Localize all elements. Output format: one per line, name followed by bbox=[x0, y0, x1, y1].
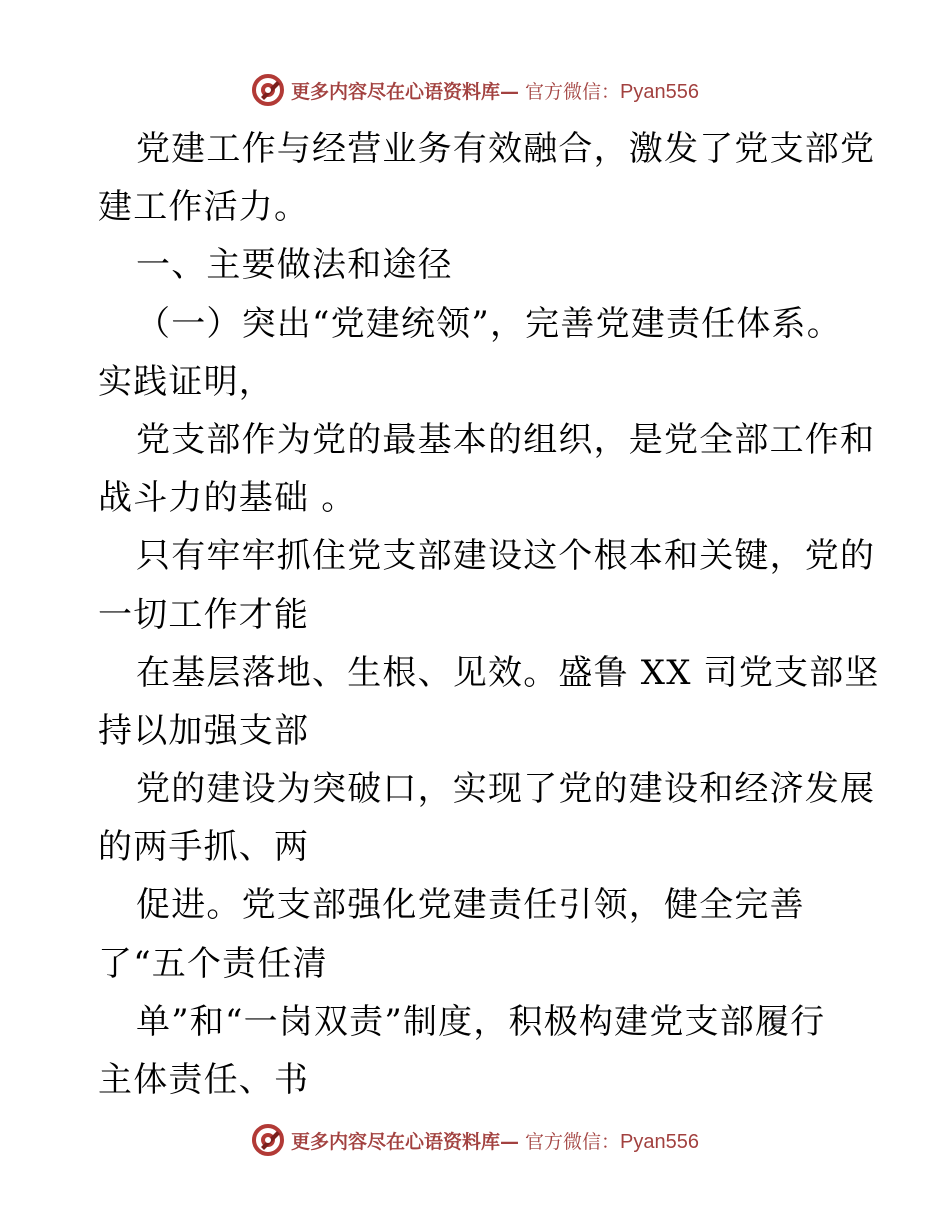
banner-main-text: 更多内容尽在心语资料库— bbox=[291, 1130, 520, 1153]
text-line: 一切工作才能 bbox=[98, 594, 310, 635]
text-line: 实践证明， bbox=[98, 361, 274, 402]
text-line: 单”和“一岗双责”制度，积极构建党支部履行 bbox=[136, 1001, 826, 1042]
banner-contact bbox=[525, 1127, 699, 1154]
banner-contact bbox=[525, 77, 699, 104]
header-banner bbox=[0, 72, 950, 108]
footer-banner bbox=[0, 1122, 950, 1158]
text-line: 战斗力的基础 。 bbox=[98, 478, 357, 519]
banner-contact-label: 官方微信： bbox=[525, 1130, 621, 1153]
text-line: 党支部作为党的最基本的组织，是党全部工作和 bbox=[136, 419, 876, 460]
brand-logo-icon bbox=[251, 1123, 285, 1157]
text-line: 了“五个责任清 bbox=[98, 943, 328, 984]
section-heading: 一、主要做法和途径 bbox=[136, 245, 453, 286]
text-line: 持以加强支部 bbox=[98, 710, 310, 751]
text-line: 建工作活力。 bbox=[98, 187, 310, 228]
body-text bbox=[98, 120, 880, 1109]
banner-main-text: 更多内容尽在心语资料库— bbox=[291, 80, 520, 103]
text-line: 促进。党支部强化党建责任引领，健全完善 bbox=[136, 885, 805, 926]
subsection-heading: （一）突出“党建统领”，完善党建责任体系。 bbox=[136, 303, 842, 344]
text-line: 在基层落地、生根、见效。盛鲁 XX 司党支部坚 bbox=[136, 652, 880, 693]
banner-contact-label: 官方微信： bbox=[525, 80, 621, 103]
text-line: 主体责任、书 bbox=[98, 1060, 310, 1100]
text-line: 党建工作与经营业务有效融合，激发了党支部党 bbox=[136, 129, 876, 169]
text-line: 党的建设为突破口，实现了党的建设和经济发展 bbox=[136, 769, 876, 810]
brand-logo-icon bbox=[251, 73, 285, 107]
text-line: 的两手抓、两 bbox=[98, 827, 310, 868]
text-line: 只有牢牢抓住党支部建设这个根本和关键，党的 bbox=[136, 536, 876, 577]
banner-contact-id: Pyan556 bbox=[620, 80, 699, 103]
banner-contact-id: Pyan556 bbox=[620, 1130, 699, 1153]
